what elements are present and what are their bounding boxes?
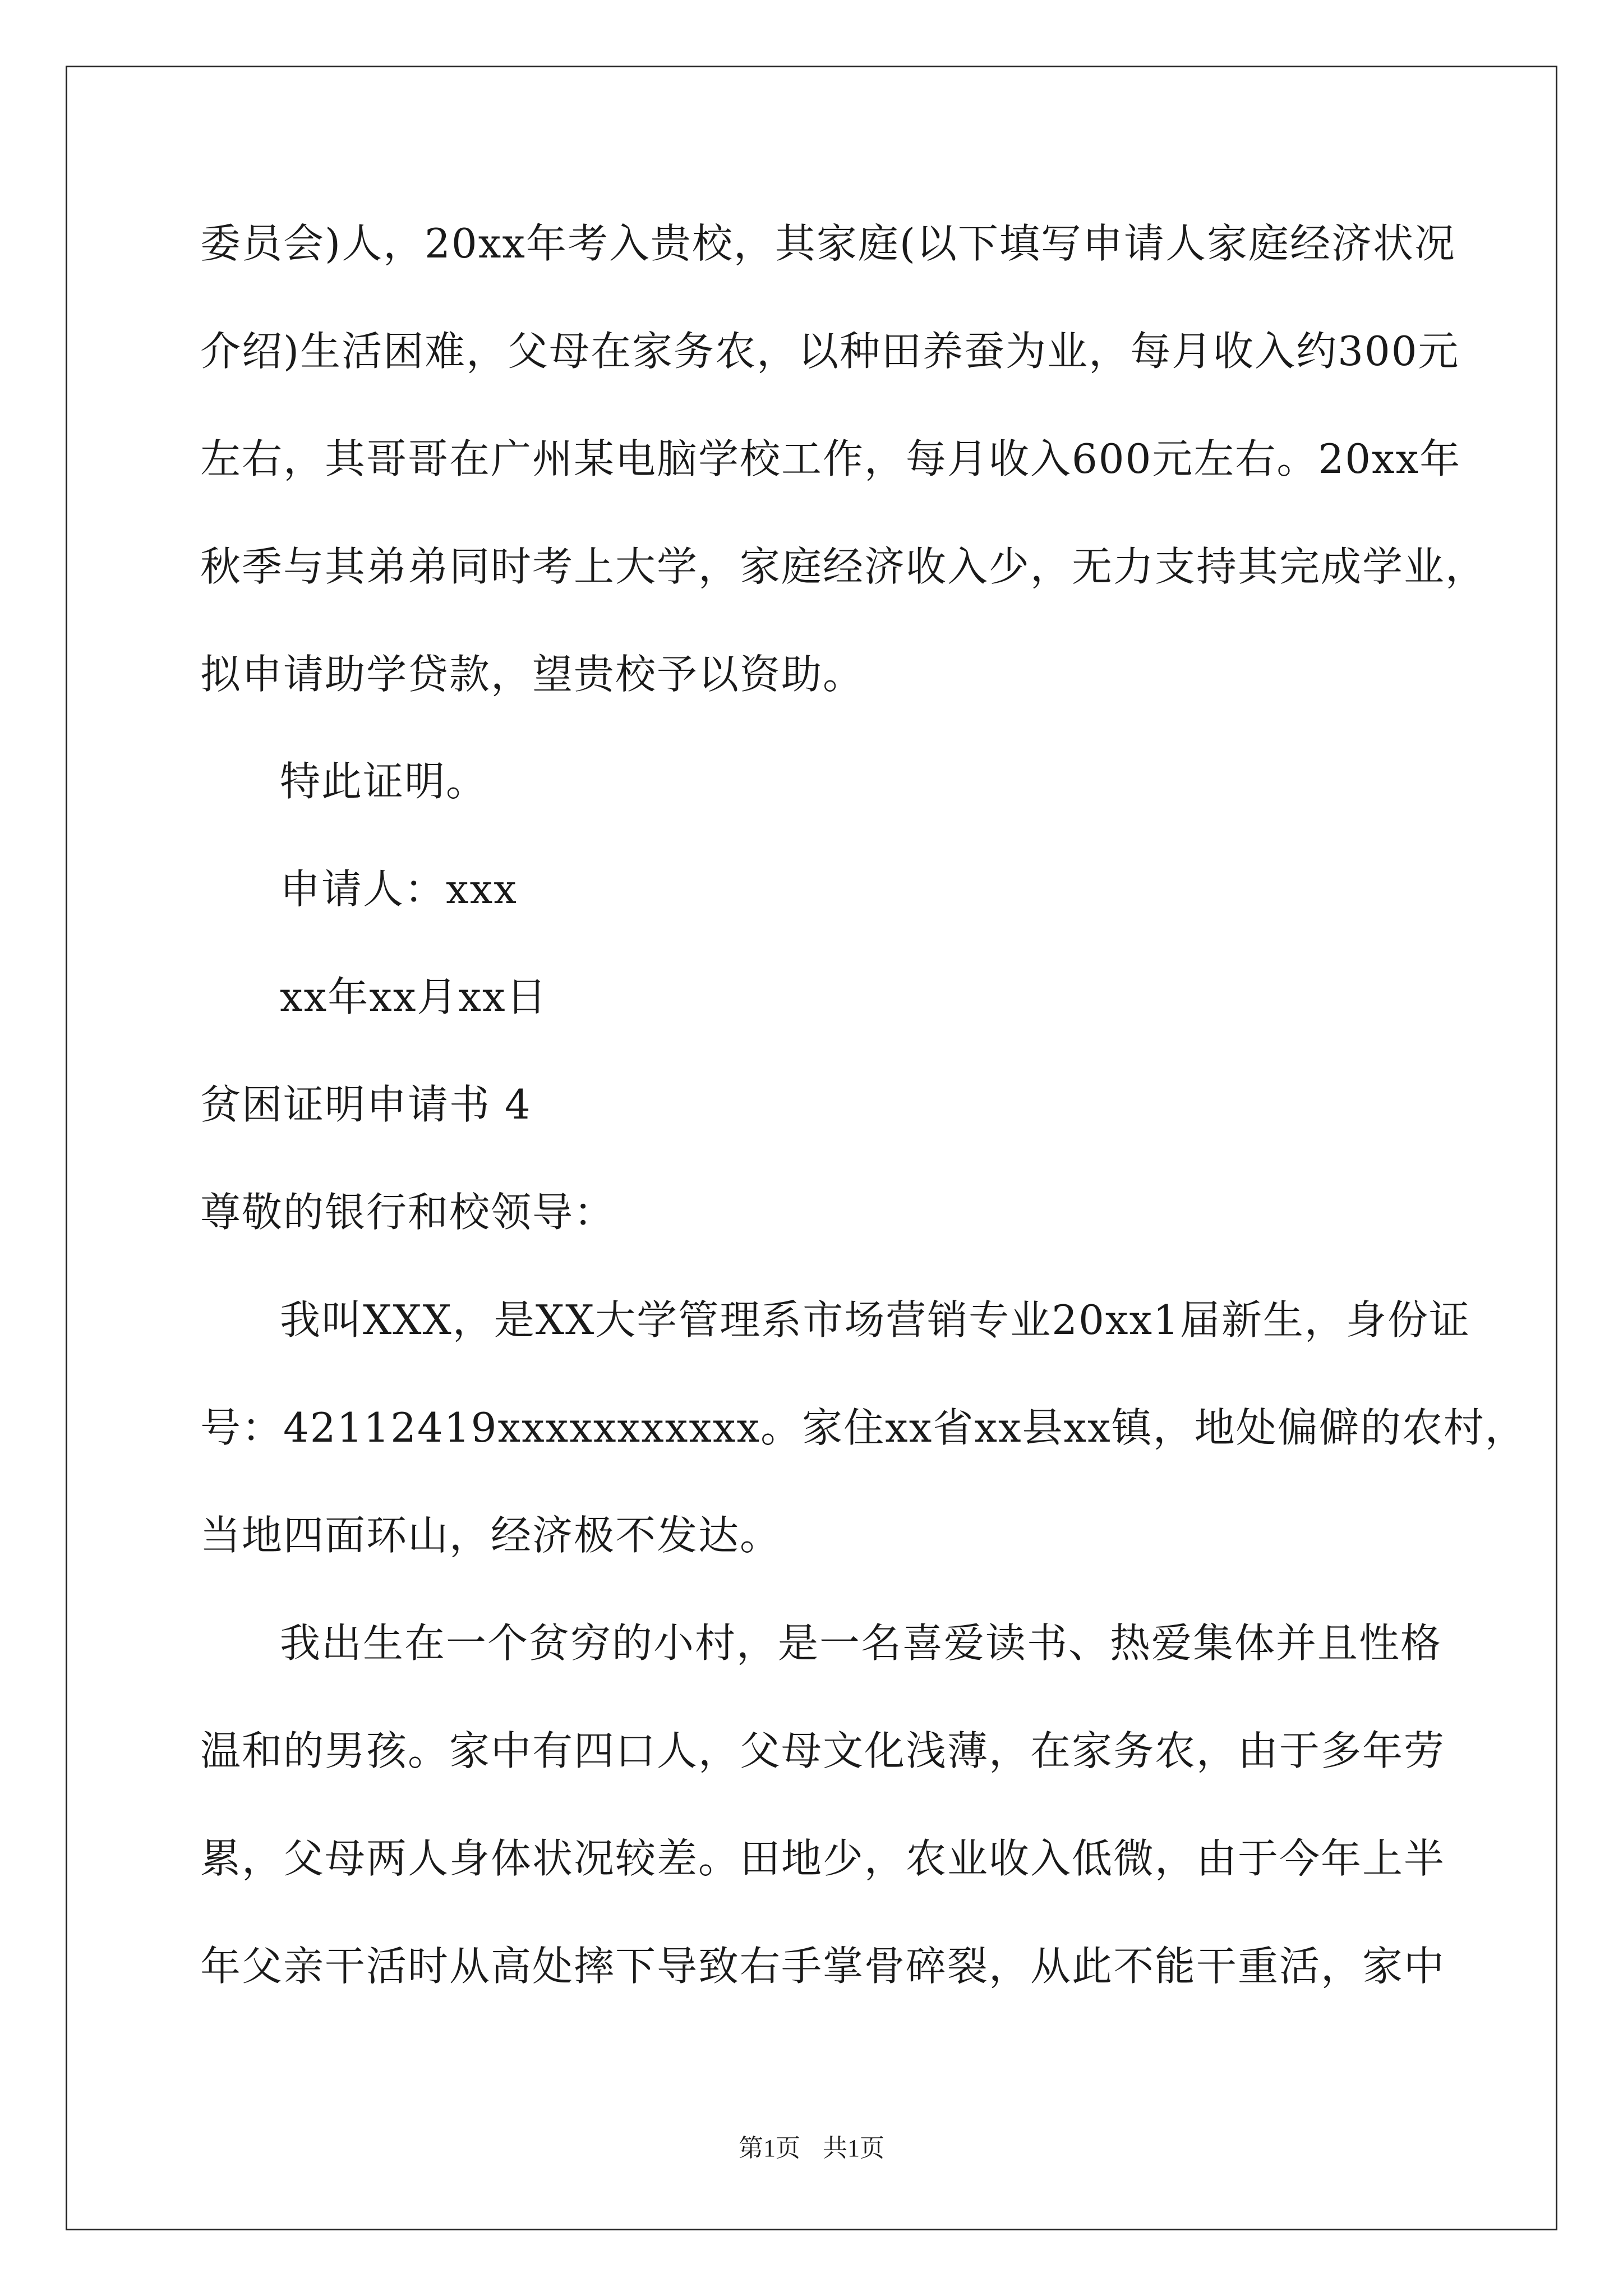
body-line-15: 温和的男孩。家中有四口人，父母文化浅薄，在家务农，由于多年劳: [200, 1727, 1446, 1774]
closing-statement: 特此证明。: [280, 758, 488, 805]
page-footer: [0, 2132, 1623, 2165]
page-number: 第1页: [739, 2134, 800, 2162]
body-line-13: 当地四面环山，经济极不发达。: [200, 1512, 782, 1559]
section-heading: 贫困证明申请书 4: [200, 1081, 532, 1128]
body-line-16: 累，父母两人身体状况较差。田地少，农业收入低微，由于今年上半: [200, 1835, 1446, 1882]
body-line-12: 号：42112419xxxxxxxxxxx。家住xx省xx县xx镇，地处偏僻的农村，: [200, 1404, 1527, 1451]
body-line-3: 左右，其哥哥在广州某电脑学校工作，每月收入600元左右。20xx年: [200, 435, 1461, 482]
page-border: [66, 66, 1557, 2230]
salutation: 尊敬的银行和校领导：: [200, 1189, 616, 1236]
body-line-4: 秋季与其弟弟同时考上大学，家庭经济收入少，无力支持其完成学业，: [200, 543, 1487, 590]
body-line-1: 委员会)人，20xx年考入贵校，其家庭(以下填写申请人家庭经济状况: [200, 220, 1456, 267]
body-line-17: 年父亲干活时从高处摔下导致右手掌骨碎裂，从此不能干重活，家中: [200, 1943, 1446, 1990]
body-line-5: 拟申请助学贷款，望贵校予以资助。: [200, 651, 865, 698]
date-line: xx年xx月xx日: [280, 973, 548, 1020]
applicant-signature: 申请人：xxx: [280, 866, 518, 913]
body-line-11: 我叫XXX，是XX大学管理系市场营销专业20xx1届新生，身份证: [280, 1296, 1470, 1343]
body-line-14: 我出生在一个贫穷的小村，是一名喜爱读书、热爱集体并且性格: [280, 1619, 1442, 1667]
page-total: 共1页: [823, 2134, 884, 2162]
body-line-2: 介绍)生活困难，父母在家务农，以种田养蚕为业，每月收入约300元: [200, 328, 1460, 375]
